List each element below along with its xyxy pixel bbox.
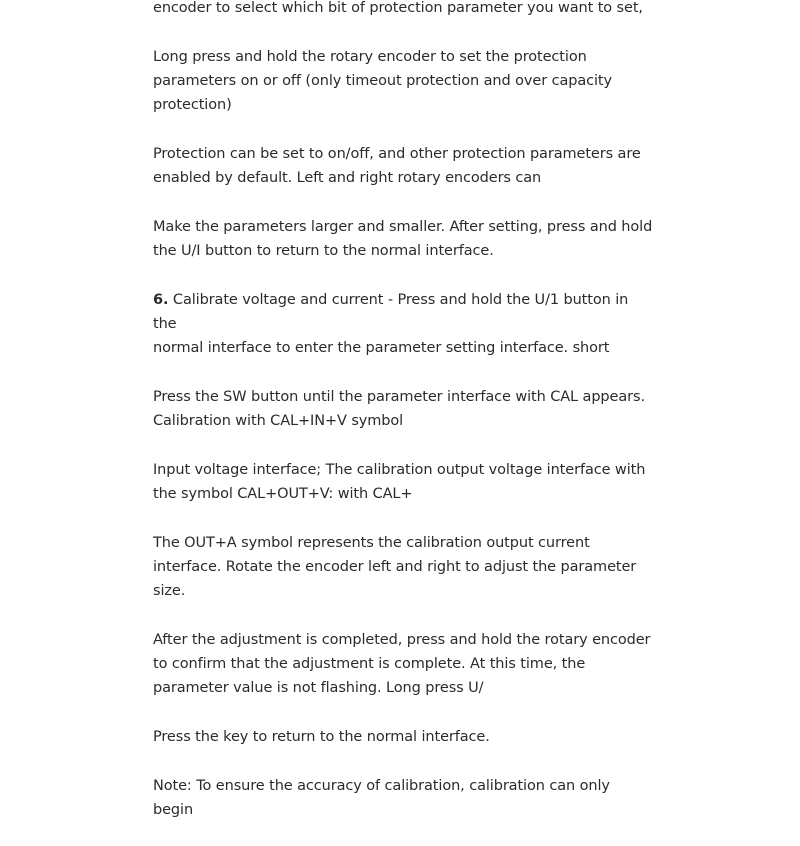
paragraph-text: Protection can be set to on/off, and other protection parameters are enabled by default. Left and right rotary encoders can [153, 145, 641, 187]
paragraph [153, 628, 653, 701]
paragraph [153, 725, 653, 749]
paragraph [153, 385, 653, 434]
paragraph-text: The OUT+A symbol represents the calibration output current interface. Rotate the encoder left and right to adjust the parameter size. [153, 534, 637, 600]
step-number: 6. [153, 291, 169, 308]
paragraph-text: encoder to select which bit of protection parameter you want to set, [153, 0, 643, 16]
paragraph-text: Press the key to return to the normal interface. [153, 728, 490, 745]
step-6-paragraph [153, 288, 653, 361]
paragraph-text: Input voltage interface; The calibration output voltage interface with the symbol CAL+OUT+V: with CAL+ [153, 461, 646, 502]
paragraph [153, 458, 653, 507]
document-body [153, 0, 653, 846]
paragraph [153, 0, 653, 20]
paragraph [153, 531, 653, 604]
paragraph-text: Calibrate voltage and current - Press and hold the U/1 button in the normal interface to enter the parameter setting interface. short [153, 291, 629, 357]
paragraph-text: Press the SW button until the parameter interface with CAL appears. Calibration with CAL+IN+V symbol [153, 388, 645, 430]
paragraph [153, 45, 653, 118]
paragraph-text: After the adjustment is completed, press and hold the rotary encoder to confirm that the adjustment is complete. At this time, the parameter value is not flashing. Long press U/ [153, 631, 651, 697]
paragraph [153, 215, 653, 264]
paragraph-text: Note: To ensure the accuracy of calibration, calibration can only begin [153, 777, 610, 818]
paragraph-text: Make the parameters larger and smaller. After setting, press and hold the U/I button to return to the normal interface. [153, 218, 653, 259]
paragraph [153, 774, 653, 823]
paragraph-text: Long press and hold the rotary encoder to set the protection parameters on or off (only timeout protection and over capacity protection) [153, 48, 612, 114]
paragraph [153, 142, 653, 191]
